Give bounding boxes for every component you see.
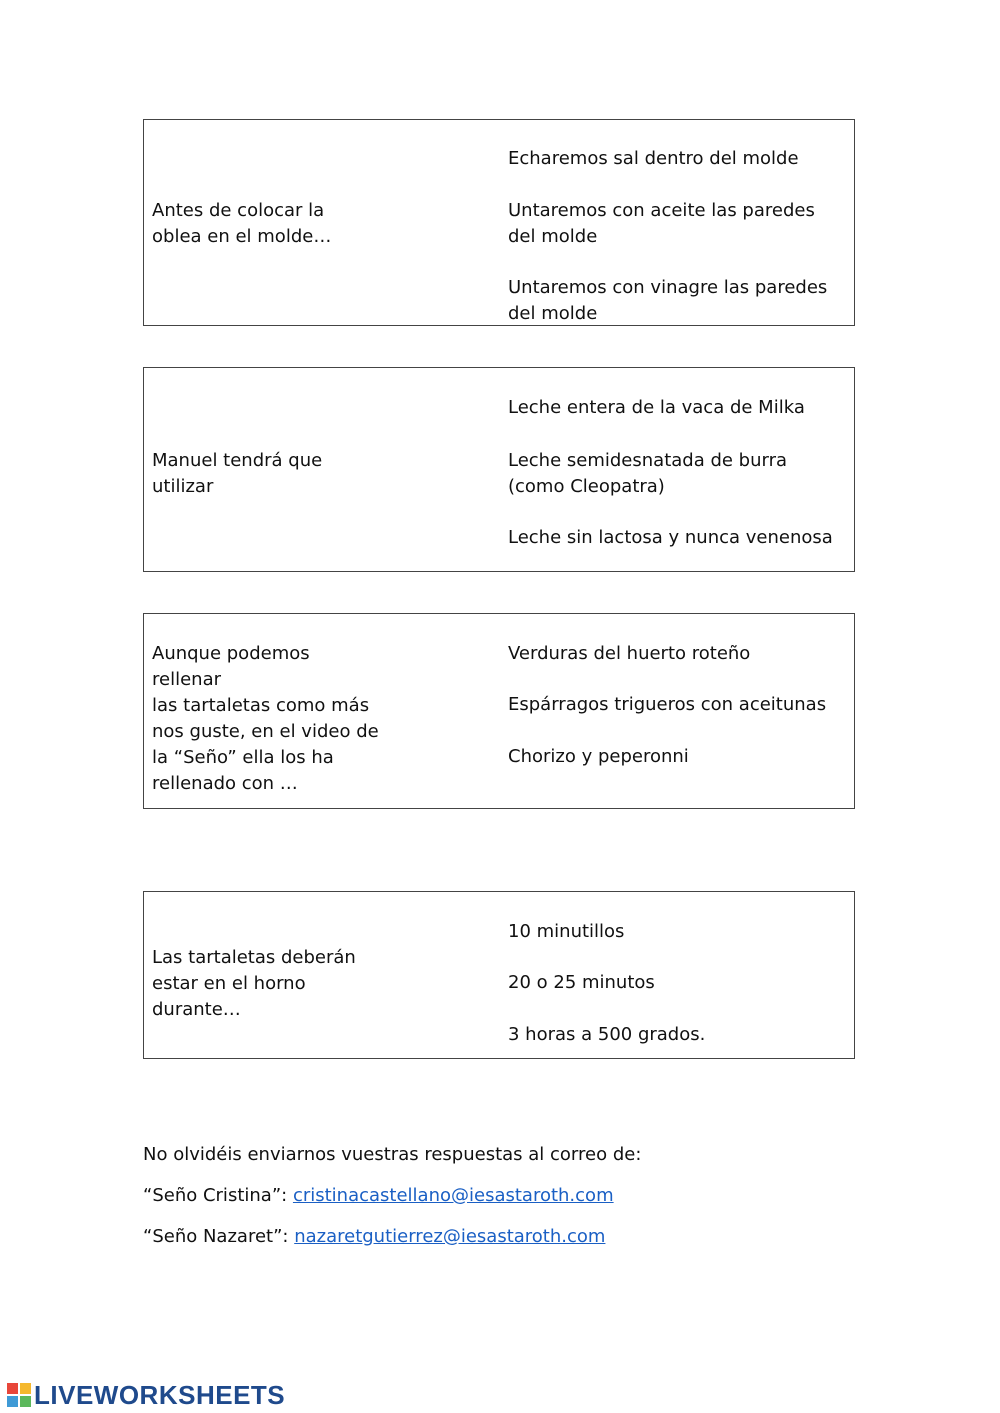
blocks-icon	[6, 1382, 32, 1408]
answer-option[interactable]: 20 o 25 minutos	[508, 972, 655, 993]
footer-intro: No olvidéis enviarnos vuestras respuestas al correo de:	[143, 1144, 642, 1165]
answer-option[interactable]: Leche sin lactosa y nunca venenosa	[508, 527, 833, 548]
answer-option[interactable]: Leche semidesnatada de burra (como Cleopatra)	[508, 450, 788, 497]
answer-option[interactable]: Untaremos con aceite las paredes del molde	[508, 200, 815, 247]
question-prompt: Las tartaletas deberán estar en el horno durante…	[152, 947, 356, 1020]
contact-cristina	[143, 1183, 614, 1209]
contact-nazaret	[143, 1224, 605, 1250]
answer-option[interactable]: Echaremos sal dentro del molde	[508, 148, 799, 169]
question-card-2	[143, 367, 855, 572]
answer-option[interactable]: Leche entera de la vaca de Milka	[508, 397, 805, 418]
contact-label: “Seño Nazaret”:	[143, 1226, 295, 1247]
email-link-nazaret[interactable]: nazaretgutierrez@iesastaroth.com	[294, 1226, 606, 1247]
answer-option[interactable]: 10 minutillos	[508, 921, 625, 942]
contact-label: “Seño Cristina”:	[143, 1185, 293, 1206]
email-link-cristina[interactable]: cristinacastellano@iesastaroth.com	[292, 1185, 614, 1206]
liveworksheets-logo[interactable]	[6, 1380, 285, 1410]
question-card-1	[143, 119, 855, 326]
answer-option[interactable]: Espárragos trigueros con aceitunas	[508, 694, 827, 715]
question-card-4	[143, 891, 855, 1059]
brand-name: LIVEWORKSHEETS	[34, 1379, 286, 1410]
answer-option[interactable]: 3 horas a 500 grados.	[508, 1024, 706, 1045]
question-prompt: Aunque podemos rellenar las tartaletas como más nos guste, en el video de la “Seño” ella los ha rellenado con …	[152, 643, 379, 794]
question-prompt: Manuel tendrá que utilizar	[152, 450, 323, 497]
answer-option[interactable]: Verduras del huerto roteño	[508, 643, 751, 664]
question-card-3	[143, 613, 855, 809]
answer-option[interactable]: Untaremos con vinagre las paredes del molde	[508, 277, 828, 324]
answer-option[interactable]: Chorizo y peperonni	[508, 746, 689, 767]
question-prompt: Antes de colocar la oblea en el molde…	[152, 200, 332, 247]
